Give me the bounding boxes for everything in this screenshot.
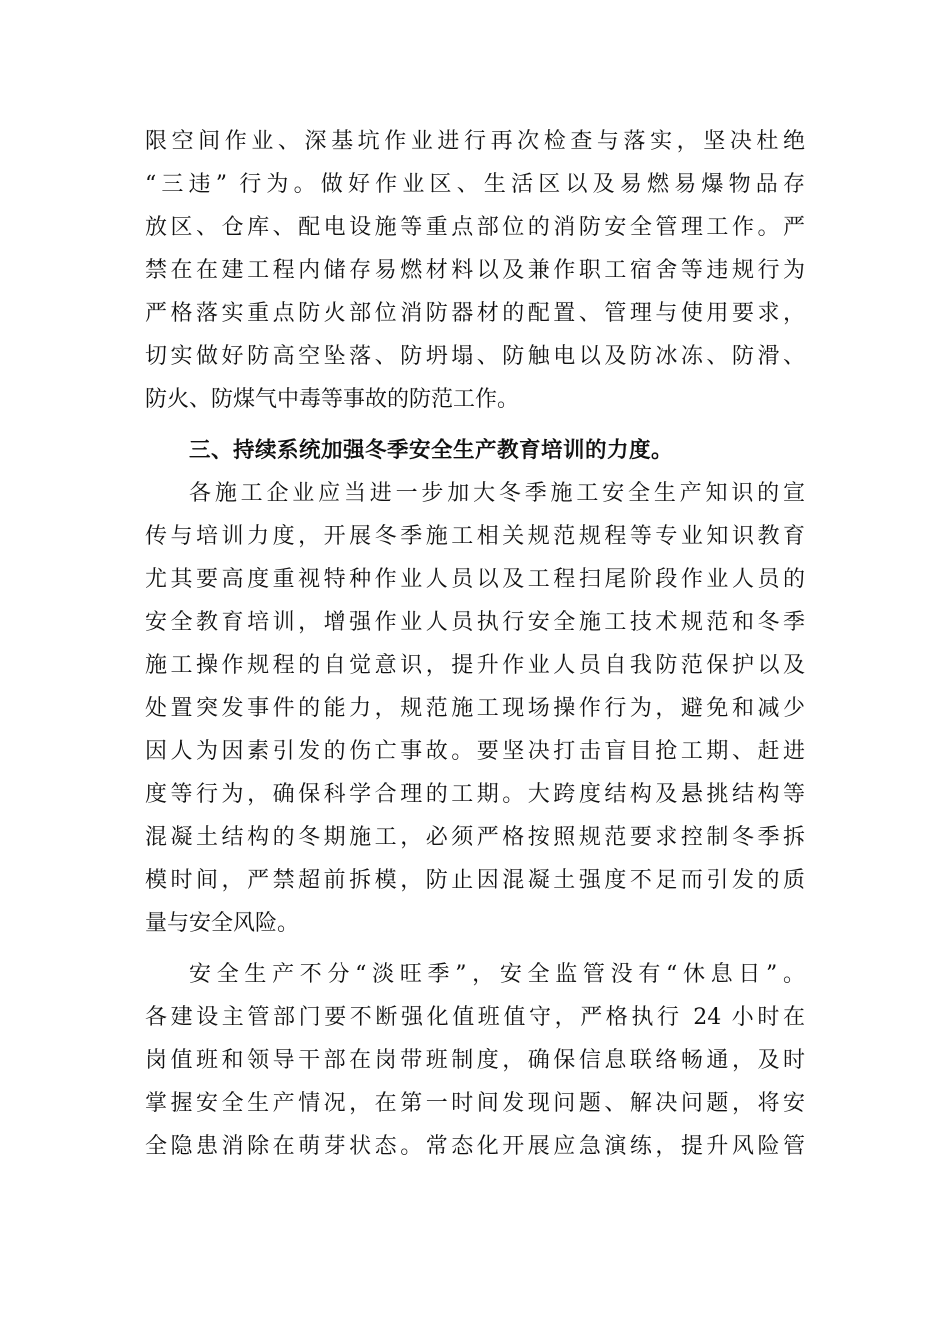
text-line: 混凝土结构的冬期施工，必须严格按照规范要求控制冬季拆 xyxy=(145,825,805,850)
text-line: 处置突发事件的能力，规范施工现场操作行为，避免和减少 xyxy=(145,696,805,721)
text-line: 量与安全风险。 xyxy=(145,911,300,936)
text-line: 放区、仓库、配电设施等重点部位的消防安全管理工作。严 xyxy=(145,215,805,240)
text-line: 度等行为，确保科学合理的工期。大跨度结构及悬挑结构等 xyxy=(145,782,805,807)
text-line: 切实做好防高空坠落、防坍塌、防触电以及防冰冻、防滑、 xyxy=(145,344,805,369)
paragraph-fire-safety xyxy=(145,120,805,421)
paragraph-supervision xyxy=(145,953,805,1168)
text-line: 因人为因素引发的伤亡事故。要坚决打击盲目抢工期、赶进 xyxy=(145,739,805,764)
text-line: 掌握安全生产情况，在第一时间发现问题、解决问题，将安 xyxy=(145,1091,805,1116)
document-body xyxy=(145,120,805,1168)
text-line: 模时间，严禁超前拆模，防止因混凝土强度不足而引发的质 xyxy=(145,868,805,893)
text-line: 施工操作规程的自觉意识，提升作业人员自我防范保护以及 xyxy=(145,653,805,678)
paragraph-training xyxy=(145,472,805,945)
text-line: 安全教育培训，增强作业人员执行安全施工技术规范和冬季 xyxy=(145,610,805,635)
text-line: “三违” 行为。做好作业区、生活区以及易燃易爆物品存 xyxy=(145,172,805,197)
text-line: 传与培训力度，开展冬季施工相关规范规程等专业知识教育 xyxy=(145,524,805,549)
text-line: 限空间作业、深基坑作业进行再次检查与落实，坚决杜绝 xyxy=(145,129,805,154)
text-line: 防火、防煤气中毒等事故的防范工作。 xyxy=(145,387,520,412)
text-line: 各建设主管部门要不断强化值班值守，严格执行 24 小时在 xyxy=(145,1005,805,1030)
text-line: 各施工企业应当进一步加大冬季施工安全生产知识的宣 xyxy=(189,481,805,506)
section-heading-three: 三、持续系统加强冬季安全生产教育培训的力度。 xyxy=(189,438,674,463)
text-line: 禁在在建工程内储存易燃材料以及兼作职工宿舍等违规行为 xyxy=(145,258,805,283)
text-line: 岗值班和领导干部在岗带班制度，确保信息联络畅通，及时 xyxy=(145,1048,805,1073)
text-line: 全隐患消除在萌芽状态。常态化开展应急演练，提升风险管 xyxy=(145,1134,805,1159)
text-line: 安全生产不分“淡旺季”，安全监管没有“休息日”。 xyxy=(189,962,805,987)
text-line: 严格落实重点防火部位消防器材的配置、管理与使用要求， xyxy=(145,301,805,326)
text-line: 尤其要高度重视特种作业人员以及工程扫尾阶段作业人员的 xyxy=(145,567,805,592)
